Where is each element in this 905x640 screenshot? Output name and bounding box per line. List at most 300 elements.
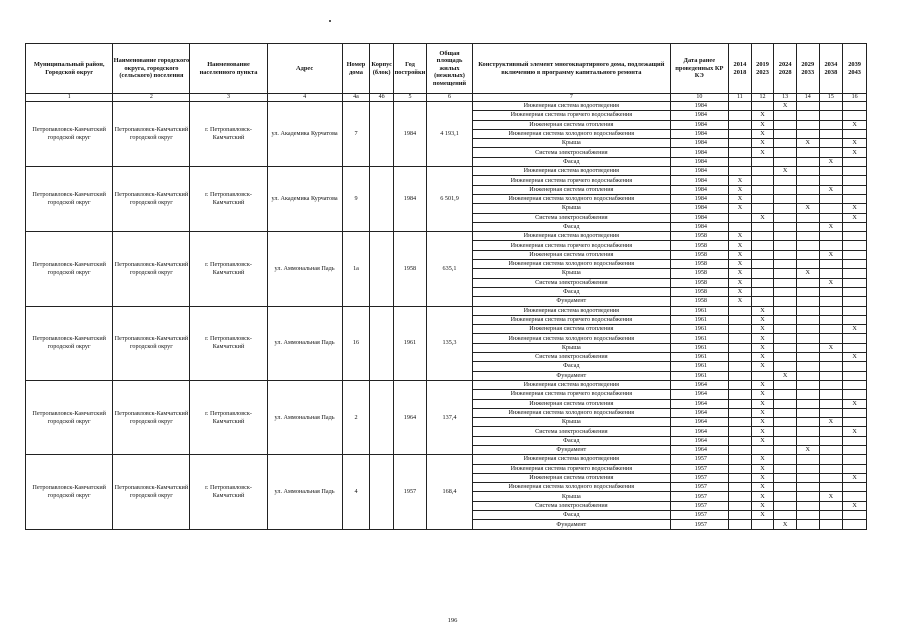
period-mark-cell	[843, 464, 867, 473]
period-mark-cell	[774, 185, 797, 194]
period-mark-cell	[729, 148, 752, 157]
period-mark-cell	[819, 334, 843, 343]
prior-repair-date-cell: 1984	[670, 157, 729, 166]
prior-repair-date-cell: 1957	[670, 483, 729, 492]
period-mark-cell: X	[729, 185, 752, 194]
period-mark-cell	[819, 139, 843, 148]
period-mark-cell	[843, 297, 867, 306]
period-mark-cell	[819, 325, 843, 334]
document-sheet	[25, 43, 867, 530]
period-mark-cell	[774, 511, 797, 520]
element-cell: Инженерная система отопления	[473, 250, 670, 259]
page-number: 196	[447, 617, 458, 624]
period-mark-cell	[819, 194, 843, 203]
period-mark-cell	[796, 473, 819, 482]
element-cell: Инженерная система горячего водоснабжения	[473, 315, 670, 324]
period-mark-cell	[774, 483, 797, 492]
period-mark-cell	[819, 315, 843, 324]
address-cell: ул. Аммональная Падь	[267, 232, 342, 306]
period-mark-cell: X	[751, 483, 774, 492]
element-cell: Крыша	[473, 492, 670, 501]
column-number-cell: 6	[426, 94, 472, 102]
prior-repair-date-cell: 1984	[670, 120, 729, 129]
period-mark-cell	[751, 194, 774, 203]
column-number-row	[26, 94, 867, 102]
prior-repair-date-cell: 1958	[670, 297, 729, 306]
period-mark-cell	[774, 427, 797, 436]
element-cell: Фасад	[473, 287, 670, 296]
period-mark-cell: X	[729, 232, 752, 241]
corpus-cell	[370, 102, 394, 167]
area-cell: 135,3	[426, 306, 472, 380]
element-cell: Инженерная система холодного водоснабжения	[473, 334, 670, 343]
element-cell: Крыша	[473, 343, 670, 352]
table-row	[26, 455, 867, 464]
prior-repair-date-cell: 1964	[670, 436, 729, 445]
period-mark-cell	[774, 213, 797, 222]
period-mark-cell	[819, 241, 843, 250]
period-mark-cell	[751, 269, 774, 278]
period-mark-cell	[819, 362, 843, 371]
area-cell: 137,4	[426, 380, 472, 454]
period-mark-cell: X	[843, 213, 867, 222]
period-mark-cell: X	[751, 315, 774, 324]
period-mark-cell	[819, 176, 843, 185]
district-cell: Петропавловск-Камчатский городской округ	[26, 102, 113, 167]
period-mark-cell	[819, 473, 843, 482]
period-mark-cell: X	[843, 473, 867, 482]
period-mark-cell: X	[819, 278, 843, 287]
prior-repair-date-cell: 1964	[670, 390, 729, 399]
settlement-cell: Петропавловск-Камчатский городской округ	[113, 232, 190, 306]
period-mark-cell	[796, 325, 819, 334]
period-mark-cell	[751, 176, 774, 185]
period-mark-cell: X	[796, 269, 819, 278]
period-mark-cell	[796, 232, 819, 241]
address-cell: ул. Аммональная Падь	[267, 306, 342, 380]
element-cell: Фасад	[473, 436, 670, 445]
build-year-cell: 1957	[394, 455, 427, 529]
period-mark-cell: X	[751, 139, 774, 148]
period-mark-cell: X	[751, 436, 774, 445]
element-cell: Инженерная система горячего водоснабжения	[473, 111, 670, 120]
period-mark-cell	[843, 287, 867, 296]
period-mark-cell	[843, 436, 867, 445]
period-mark-cell	[751, 102, 774, 111]
period-mark-cell: X	[796, 445, 819, 454]
address-cell: ул. Академика Курчатова	[267, 102, 342, 167]
period-mark-cell	[819, 232, 843, 241]
settlement-cell: Петропавловск-Камчатский городской округ	[113, 102, 190, 167]
period-mark-cell: X	[751, 362, 774, 371]
prior-repair-date-cell: 1957	[670, 455, 729, 464]
period-mark-cell	[774, 464, 797, 473]
period-mark-cell	[819, 436, 843, 445]
period-mark-cell	[751, 278, 774, 287]
period-mark-cell	[729, 483, 752, 492]
prior-repair-date-cell: 1984	[670, 139, 729, 148]
corpus-cell	[370, 455, 394, 529]
table-body	[26, 102, 867, 530]
period-mark-cell: X	[729, 250, 752, 259]
period-mark-cell	[796, 334, 819, 343]
corpus-cell	[370, 380, 394, 454]
period-mark-cell	[774, 362, 797, 371]
prior-repair-date-cell: 1958	[670, 260, 729, 269]
element-cell: Инженерная система горячего водоснабжения	[473, 241, 670, 250]
column-number-cell: 4а	[342, 94, 370, 102]
build-year-cell: 1961	[394, 306, 427, 380]
period-mark-cell	[774, 492, 797, 501]
period-mark-cell	[796, 241, 819, 250]
period-mark-cell	[819, 353, 843, 362]
period-mark-cell	[729, 436, 752, 445]
column-number-cell: 1	[26, 94, 113, 102]
period-mark-cell	[774, 501, 797, 510]
period-mark-cell	[843, 343, 867, 352]
period-mark-cell	[819, 371, 843, 380]
period-mark-cell: X	[729, 287, 752, 296]
period-mark-cell	[774, 418, 797, 427]
col-prior-repair-header: Дата ранее проведенных КР КЭ	[670, 44, 729, 94]
period-mark-cell	[843, 167, 867, 176]
period-mark-cell	[843, 380, 867, 389]
period-mark-cell	[751, 232, 774, 241]
period-mark-cell	[774, 473, 797, 482]
period-mark-cell	[774, 390, 797, 399]
locality-cell: г. Петропавловск-Камчатский	[190, 306, 267, 380]
prior-repair-date-cell: 1957	[670, 520, 729, 529]
prior-repair-date-cell: 1964	[670, 445, 729, 454]
house-number-cell: 4	[342, 455, 370, 529]
district-cell: Петропавловск-Камчатский городской округ	[26, 167, 113, 232]
period-mark-cell: X	[843, 325, 867, 334]
build-year-cell: 1958	[394, 232, 427, 306]
period-mark-cell	[774, 380, 797, 389]
element-cell: Фасад	[473, 157, 670, 166]
build-year-cell: 1984	[394, 167, 427, 232]
period-mark-cell	[774, 297, 797, 306]
col-year-header: Год постройки	[394, 44, 427, 94]
period-mark-cell	[796, 213, 819, 222]
period-mark-cell	[729, 418, 752, 427]
period-mark-cell	[796, 297, 819, 306]
element-cell: Фасад	[473, 511, 670, 520]
period-mark-cell	[774, 306, 797, 315]
period-mark-cell	[796, 390, 819, 399]
house-number-cell: 1а	[342, 232, 370, 306]
col-period-6-header: 2039 2043	[843, 44, 867, 94]
element-cell: Фундамент	[473, 371, 670, 380]
period-mark-cell	[819, 102, 843, 111]
col-period-3-header: 2024 2028	[774, 44, 797, 94]
prior-repair-date-cell: 1984	[670, 102, 729, 111]
house-number-cell: 7	[342, 102, 370, 167]
col-district-header: Муниципальный район, Городской округ	[26, 44, 113, 94]
period-mark-cell	[729, 167, 752, 176]
period-mark-cell	[729, 371, 752, 380]
period-mark-cell	[843, 185, 867, 194]
prior-repair-date-cell: 1961	[670, 362, 729, 371]
period-mark-cell: X	[729, 204, 752, 213]
period-mark-cell	[819, 111, 843, 120]
col-address-header: Адрес	[267, 44, 342, 94]
period-mark-cell	[796, 194, 819, 203]
period-mark-cell: X	[819, 492, 843, 501]
period-mark-cell	[796, 260, 819, 269]
col-period-4-header: 2029 2033	[796, 44, 819, 94]
column-number-cell: 14	[796, 94, 819, 102]
corpus-cell	[370, 232, 394, 306]
period-mark-cell	[819, 390, 843, 399]
period-mark-cell	[819, 287, 843, 296]
period-mark-cell: X	[751, 306, 774, 315]
period-mark-cell: X	[819, 157, 843, 166]
period-mark-cell	[774, 120, 797, 129]
period-mark-cell	[774, 399, 797, 408]
period-mark-cell	[819, 399, 843, 408]
period-mark-cell	[729, 445, 752, 454]
period-mark-cell: X	[751, 334, 774, 343]
period-mark-cell	[729, 222, 752, 231]
element-cell: Инженерная система водоотведения	[473, 167, 670, 176]
prior-repair-date-cell: 1957	[670, 501, 729, 510]
area-cell: 4 193,1	[426, 102, 472, 167]
period-mark-cell	[796, 427, 819, 436]
period-mark-cell	[819, 167, 843, 176]
period-mark-cell: X	[729, 297, 752, 306]
period-mark-cell	[819, 445, 843, 454]
period-mark-cell: X	[729, 176, 752, 185]
period-mark-cell	[796, 464, 819, 473]
prior-repair-date-cell: 1958	[670, 250, 729, 259]
prior-repair-date-cell: 1961	[670, 371, 729, 380]
period-mark-cell: X	[819, 343, 843, 352]
period-mark-cell: X	[751, 455, 774, 464]
period-mark-cell	[751, 222, 774, 231]
locality-cell: г. Петропавловск-Камчатский	[190, 232, 267, 306]
period-mark-cell	[843, 408, 867, 417]
period-mark-cell: X	[843, 139, 867, 148]
period-mark-cell: X	[843, 204, 867, 213]
prior-repair-date-cell: 1984	[670, 129, 729, 138]
period-mark-cell	[843, 157, 867, 166]
period-mark-cell	[796, 399, 819, 408]
period-mark-cell	[796, 315, 819, 324]
period-mark-cell	[819, 520, 843, 529]
period-mark-cell	[843, 176, 867, 185]
prior-repair-date-cell: 1964	[670, 418, 729, 427]
prior-repair-date-cell: 1958	[670, 232, 729, 241]
house-number-cell: 9	[342, 167, 370, 232]
col-period-2-header: 2019 2023	[751, 44, 774, 94]
period-mark-cell	[796, 167, 819, 176]
period-mark-cell	[774, 445, 797, 454]
period-mark-cell	[729, 408, 752, 417]
prior-repair-date-cell: 1984	[670, 222, 729, 231]
period-mark-cell	[843, 278, 867, 287]
period-mark-cell	[819, 380, 843, 389]
column-number-cell: 15	[819, 94, 843, 102]
column-number-cell: 13	[774, 94, 797, 102]
district-cell: Петропавловск-Камчатский городской округ	[26, 455, 113, 529]
period-mark-cell	[819, 427, 843, 436]
element-cell: Крыша	[473, 139, 670, 148]
element-cell: Инженерная система горячего водоснабжения	[473, 464, 670, 473]
period-mark-cell: X	[843, 120, 867, 129]
element-cell: Инженерная система горячего водоснабжения	[473, 176, 670, 185]
period-mark-cell	[796, 483, 819, 492]
table-row	[26, 380, 867, 389]
element-cell: Фундамент	[473, 520, 670, 529]
table-row	[26, 306, 867, 315]
element-cell: Система электроснабжения	[473, 353, 670, 362]
period-mark-cell: X	[774, 167, 797, 176]
period-mark-cell	[729, 111, 752, 120]
period-mark-cell	[819, 120, 843, 129]
period-mark-cell: X	[751, 408, 774, 417]
period-mark-cell	[729, 464, 752, 473]
col-locality-header: Наименование населенного пункта	[190, 44, 267, 94]
period-mark-cell	[774, 194, 797, 203]
period-mark-cell	[796, 287, 819, 296]
period-mark-cell	[843, 334, 867, 343]
col-house-header: Номер дома	[342, 44, 370, 94]
period-mark-cell: X	[751, 120, 774, 129]
period-mark-cell	[819, 269, 843, 278]
period-mark-cell	[796, 278, 819, 287]
period-mark-cell: X	[774, 102, 797, 111]
period-mark-cell	[819, 204, 843, 213]
period-mark-cell: X	[796, 139, 819, 148]
locality-cell: г. Петропавловск-Камчатский	[190, 167, 267, 232]
period-mark-cell	[751, 287, 774, 296]
period-mark-cell	[729, 315, 752, 324]
col-period-5-header: 2034 2038	[819, 44, 843, 94]
district-cell: Петропавловск-Камчатский городской округ	[26, 232, 113, 306]
period-mark-cell	[774, 260, 797, 269]
prior-repair-date-cell: 1961	[670, 315, 729, 324]
build-year-cell: 1964	[394, 380, 427, 454]
prior-repair-date-cell: 1957	[670, 492, 729, 501]
period-mark-cell	[819, 408, 843, 417]
period-mark-cell	[751, 185, 774, 194]
period-mark-cell	[819, 129, 843, 138]
prior-repair-date-cell: 1958	[670, 241, 729, 250]
period-mark-cell	[729, 139, 752, 148]
period-mark-cell	[774, 139, 797, 148]
period-mark-cell	[796, 371, 819, 380]
period-mark-cell: X	[751, 511, 774, 520]
period-mark-cell	[796, 222, 819, 231]
element-cell: Фундамент	[473, 297, 670, 306]
period-mark-cell	[843, 260, 867, 269]
period-mark-cell: X	[819, 222, 843, 231]
district-cell: Петропавловск-Камчатский городской округ	[26, 380, 113, 454]
element-cell: Инженерная система водоотведения	[473, 306, 670, 315]
period-mark-cell: X	[774, 371, 797, 380]
period-mark-cell	[819, 148, 843, 157]
period-mark-cell	[774, 408, 797, 417]
period-mark-cell	[774, 436, 797, 445]
prior-repair-date-cell: 1984	[670, 204, 729, 213]
prior-repair-date-cell: 1961	[670, 353, 729, 362]
period-mark-cell	[819, 306, 843, 315]
element-cell: Инженерная система горячего водоснабжения	[473, 390, 670, 399]
period-mark-cell	[796, 501, 819, 510]
element-cell: Инженерная система отопления	[473, 325, 670, 334]
period-mark-cell	[751, 371, 774, 380]
element-cell: Крыша	[473, 204, 670, 213]
column-number-cell: 5	[394, 94, 427, 102]
period-mark-cell	[796, 520, 819, 529]
period-mark-cell	[729, 380, 752, 389]
period-mark-cell: X	[843, 148, 867, 157]
period-mark-cell: X	[774, 520, 797, 529]
prior-repair-date-cell: 1984	[670, 167, 729, 176]
district-cell: Петропавловск-Камчатский городской округ	[26, 306, 113, 380]
period-mark-cell	[819, 297, 843, 306]
period-mark-cell: X	[751, 213, 774, 222]
period-mark-cell	[774, 343, 797, 352]
period-mark-cell	[729, 157, 752, 166]
period-mark-cell	[751, 167, 774, 176]
period-mark-cell	[843, 445, 867, 454]
house-number-cell: 2	[342, 380, 370, 454]
period-mark-cell	[751, 157, 774, 166]
locality-cell: г. Петропавловск-Камчатский	[190, 102, 267, 167]
period-mark-cell	[843, 102, 867, 111]
period-mark-cell	[774, 111, 797, 120]
period-mark-cell	[751, 250, 774, 259]
period-mark-cell	[774, 176, 797, 185]
prior-repair-date-cell: 1964	[670, 399, 729, 408]
element-cell: Инженерная система водоотведения	[473, 455, 670, 464]
period-mark-cell	[751, 520, 774, 529]
period-mark-cell: X	[729, 278, 752, 287]
address-cell: ул. Аммональная Падь	[267, 455, 342, 529]
period-mark-cell	[819, 455, 843, 464]
period-mark-cell	[843, 492, 867, 501]
prior-repair-date-cell: 1957	[670, 473, 729, 482]
period-mark-cell	[774, 287, 797, 296]
period-mark-cell	[774, 269, 797, 278]
locality-cell: г. Петропавловск-Камчатский	[190, 455, 267, 529]
period-mark-cell	[729, 306, 752, 315]
period-mark-cell	[796, 148, 819, 157]
prior-repair-date-cell: 1964	[670, 380, 729, 389]
col-element-header: Конструктивный элемент многоквартирного дома, подлежащий включению в программу капитального ремонта	[473, 44, 670, 94]
period-mark-cell	[843, 315, 867, 324]
element-cell: Система электроснабжения	[473, 148, 670, 157]
period-mark-cell	[843, 129, 867, 138]
column-number-cell: 2	[113, 94, 190, 102]
element-cell: Инженерная система холодного водоснабжения	[473, 194, 670, 203]
period-mark-cell	[843, 455, 867, 464]
period-mark-cell	[751, 297, 774, 306]
period-mark-cell	[774, 353, 797, 362]
period-mark-cell	[774, 455, 797, 464]
period-mark-cell: X	[843, 399, 867, 408]
element-cell: Инженерная система отопления	[473, 120, 670, 129]
col-corpus-header: Корпус (блок)	[370, 44, 394, 94]
period-mark-cell: X	[751, 325, 774, 334]
prior-repair-date-cell: 1958	[670, 287, 729, 296]
period-mark-cell	[796, 185, 819, 194]
period-mark-cell	[729, 501, 752, 510]
element-cell: Инженерная система холодного водоснабжения	[473, 260, 670, 269]
element-cell: Система электроснабжения	[473, 501, 670, 510]
